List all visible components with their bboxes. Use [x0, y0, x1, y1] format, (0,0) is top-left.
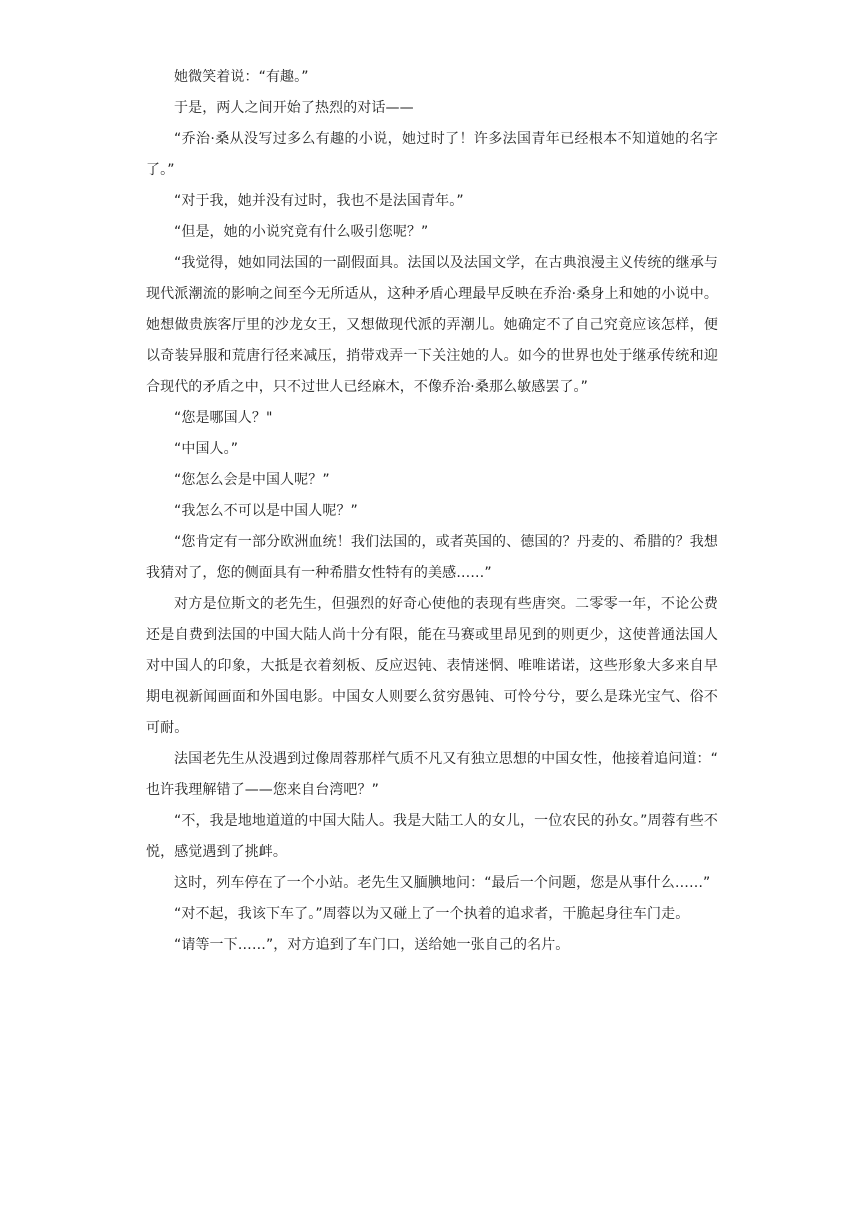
paragraph: “乔治·桑从没写过多么有趣的小说，她过时了！许多法国青年已经根本不知道她的名字了。”: [146, 131, 718, 178]
paragraph: “对不起，我该下车了。”周蓉以为又碰上了一个执着的追求者，干脆起身往车门走。: [174, 906, 690, 922]
paragraph: 她微笑着说：“有趣。”: [174, 69, 309, 85]
paragraph: “请等一下……”，对方追到了车门口，送给她一张自己的名片。: [174, 937, 570, 953]
paragraph: “您是哪国人？": [174, 410, 273, 426]
paragraph: “您肯定有一部分欧洲血统！我们法国的，或者英国的、德国的？丹麦的、希腊的？我想我猜对了，您的侧面具有一种希腊女性特有的美感……”: [146, 534, 718, 581]
paragraph: “中国人。”: [174, 441, 239, 457]
paragraph: “我觉得，她如同法国的一副假面具。法国以及法国文学，在古典浪漫主义传统的继承与现代派潮流的影响之间至今无所适从，这种矛盾心理最早反映在乔治·桑身上和她的小说中。她想做贵族客厅里的沙龙女王，又想做现代派的弄潮儿。她确定不了自己究竟应该怎样，便以奇装异服和荒唐行径来减压，捎带戏弄一下关注她的人。如今的世界也处于继承传统和迎合现代的矛盾之中，只不过世人已经麻木，不像乔治·桑那么敏感罢了。”: [146, 255, 718, 395]
article-body: [146, 62, 718, 961]
paragraph: 这时，列车停在了一个小站。老先生又腼腆地问：“最后一个问题，您是从事什么……”: [174, 875, 711, 891]
paragraph: “我怎么不可以是中国人呢？”: [174, 503, 358, 519]
paragraph: “不，我是地地道道的中国大陆人。我是大陆工人的女儿，一位农民的孙女。”周蓉有些不悦，感觉遇到了挑衅。: [146, 813, 718, 860]
paragraph: 法国老先生从没遇到过像周蓉那样气质不凡又有独立思想的中国女性，他接着追问道：“也许我理解错了——您来自台湾吧？”: [146, 751, 718, 798]
paragraph: 对方是位斯文的老先生，但强烈的好奇心使他的表现有些唐突。二零零一年，不论公费还是自费到法国的中国大陆人尚十分有限，能在马赛或里昂见到的则更少，这使普通法国人对中国人的印象，大抵是衣着刻板、反应迟钝、表情迷惘、唯唯诺诺，这些形象大多来自早期电视新闻画面和外国电影。中国女人则要么贫穷愚钝、可怜兮兮，要么是珠光宝气、俗不可耐。: [146, 596, 718, 736]
paragraph: “但是，她的小说究竟有什么吸引您呢？”: [174, 224, 429, 240]
paragraph: “对于我，她并没有过时，我也不是法国青年。”: [174, 193, 464, 209]
paragraph: “您怎么会是中国人呢？”: [174, 472, 330, 488]
paragraph: 于是，两人之间开始了热烈的对话——: [174, 100, 414, 116]
